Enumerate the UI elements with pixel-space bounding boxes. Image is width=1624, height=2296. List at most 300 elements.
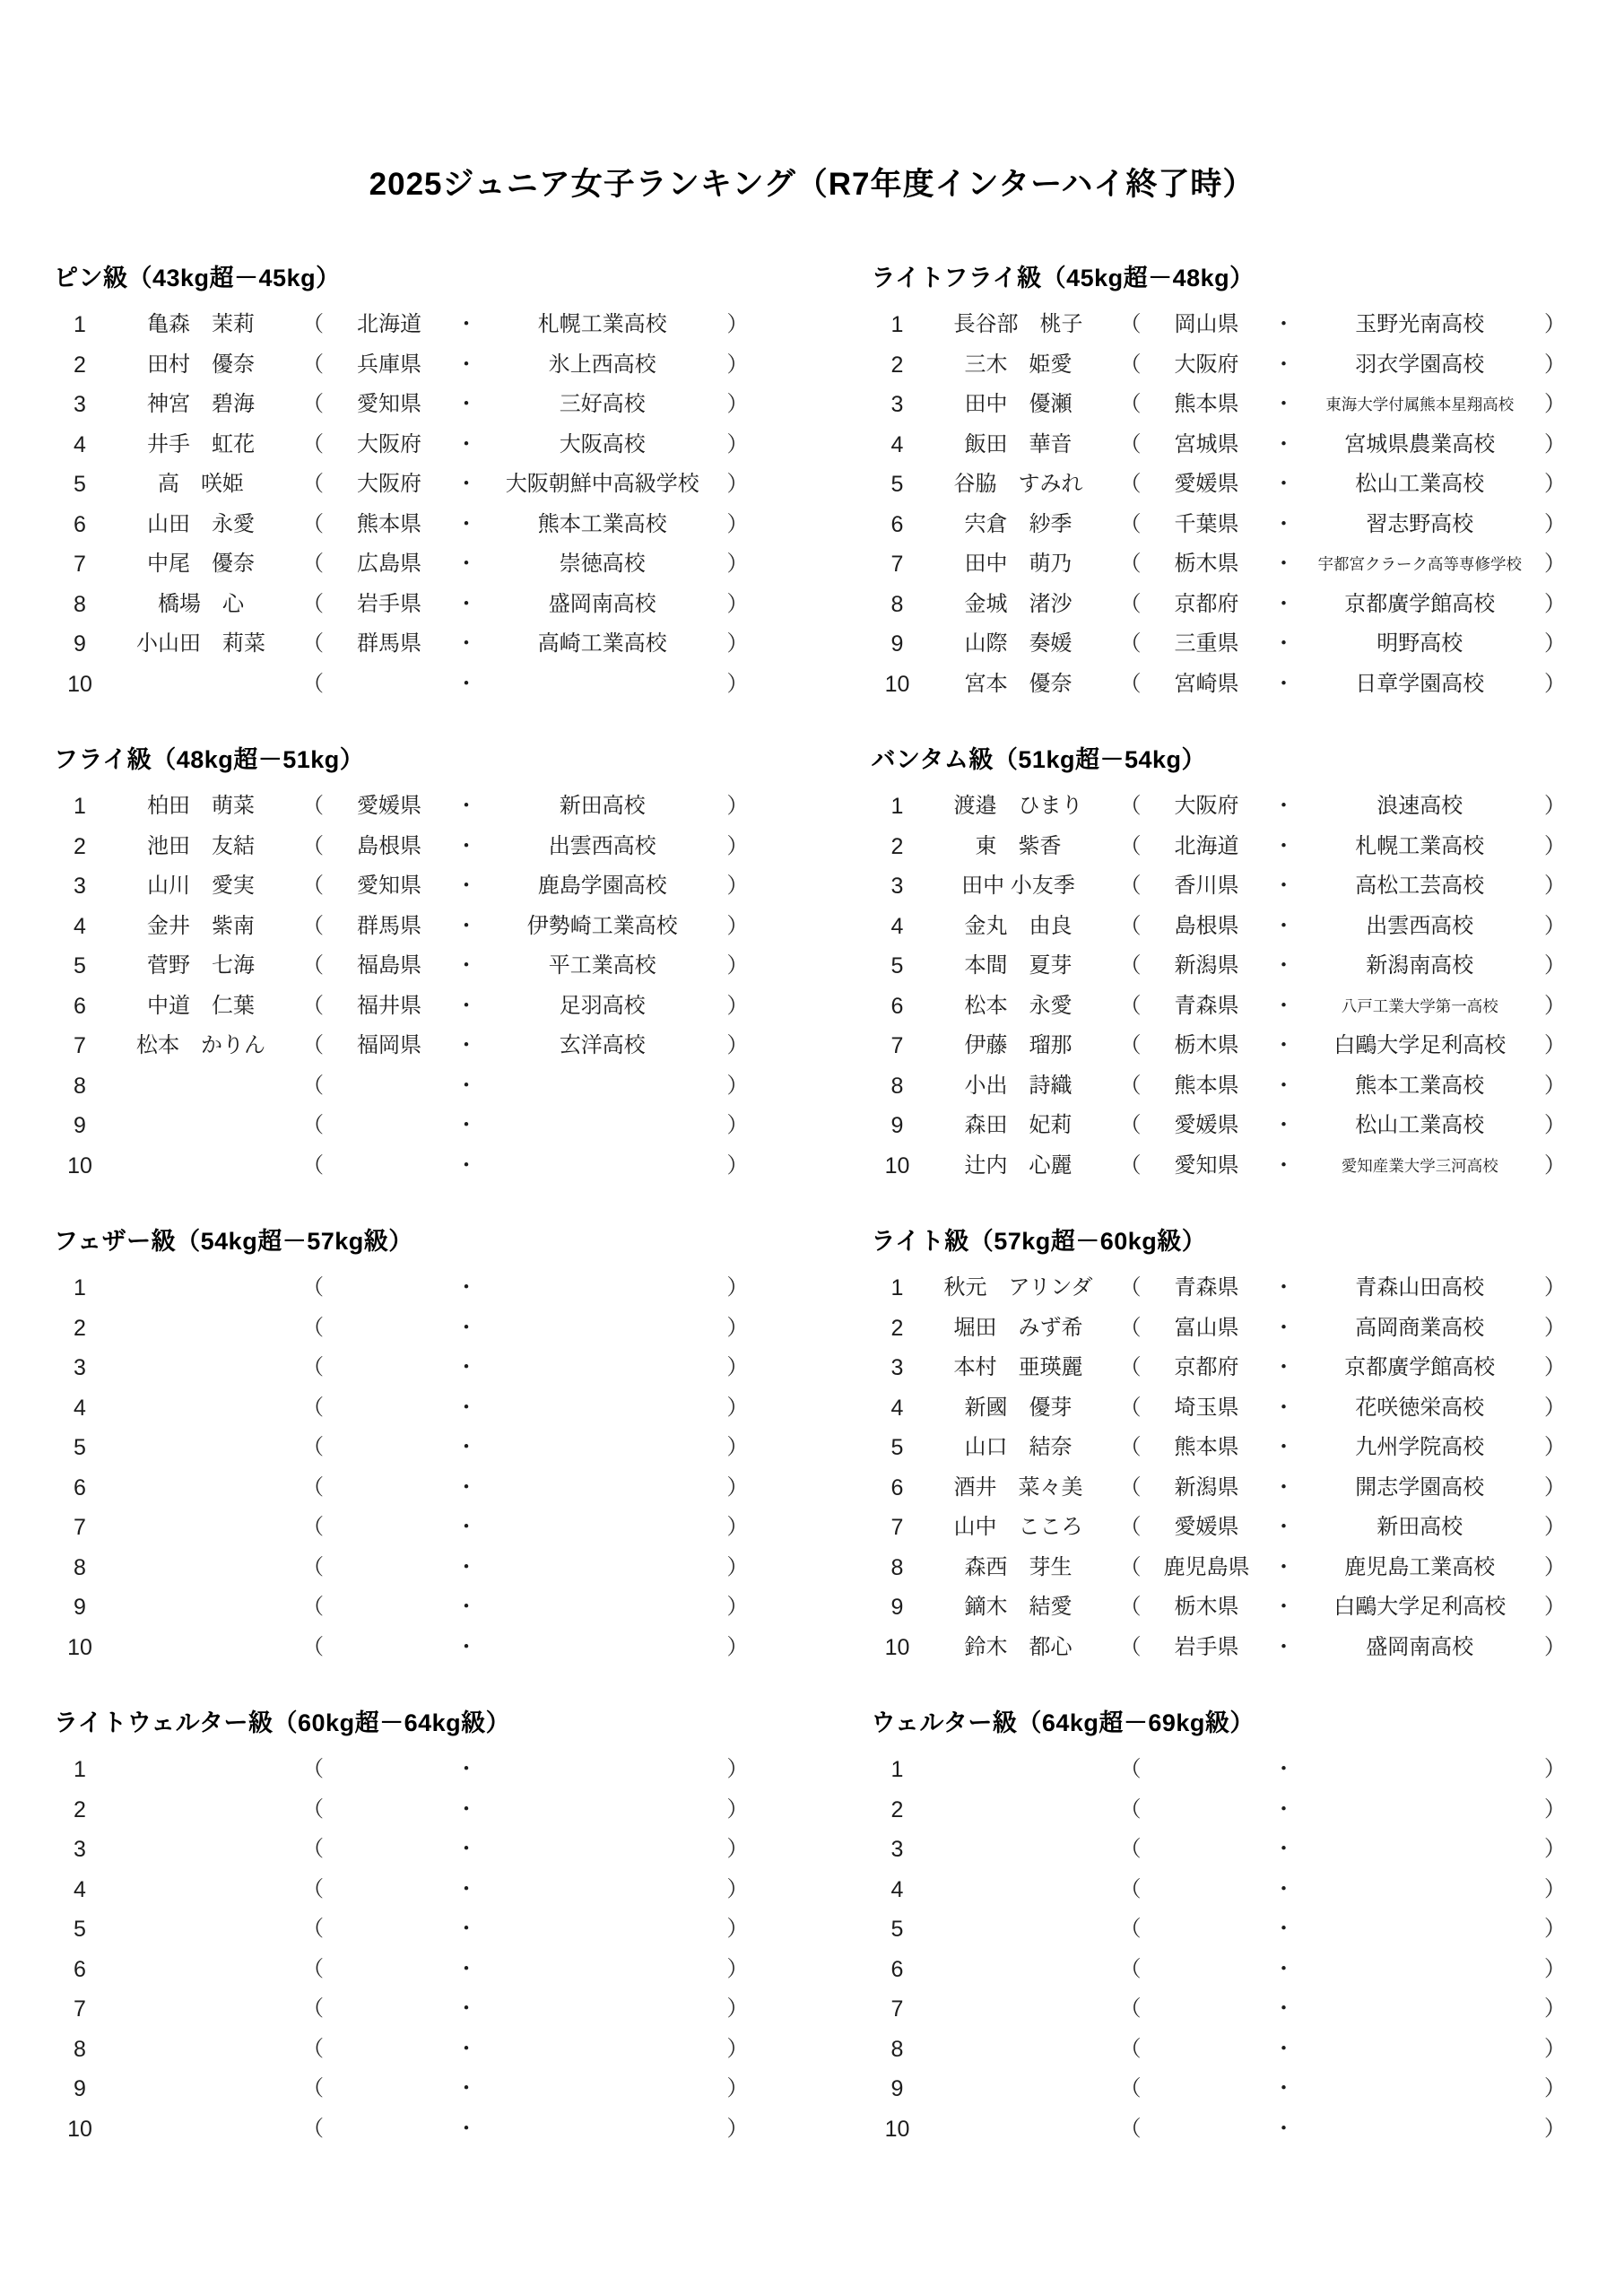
- open-paren: （: [302, 1837, 324, 1861]
- weight-class-grid: [54, 264, 1572, 2149]
- ranking-row: [872, 585, 1573, 625]
- ranking-row: [54, 1268, 755, 1309]
- weight-class-section: [54, 745, 755, 1186]
- ranking-row: [54, 1388, 755, 1429]
- separator-dot: ・: [456, 993, 477, 1018]
- prefecture: 香川県: [1174, 874, 1239, 898]
- prefecture: 大阪府: [357, 472, 421, 496]
- separator-dot: ・: [456, 794, 477, 818]
- close-paren: ）: [726, 1796, 749, 1822]
- ranking-row: [872, 1750, 1573, 1790]
- ranking-rows: [54, 305, 755, 704]
- rank-number: 5: [74, 1435, 86, 1460]
- close-paren: ）: [1544, 2036, 1566, 2061]
- athlete-name: 長谷部 桃子: [953, 312, 1083, 336]
- separator-dot: ・: [456, 1113, 477, 1137]
- athlete-name: 菅野 七海: [147, 953, 255, 978]
- athlete-name: 宍倉 紗季: [964, 511, 1073, 536]
- school-name: 平工業高校: [548, 953, 656, 978]
- athlete-name: 神宮 碧海: [147, 392, 255, 416]
- ranking-row: [872, 505, 1573, 545]
- school-name: 明野高校: [1376, 631, 1463, 656]
- open-paren: （: [302, 431, 324, 457]
- open-paren: （: [302, 352, 324, 377]
- athlete-name: 田中 小友季: [961, 874, 1075, 898]
- close-paren: ）: [1544, 913, 1566, 938]
- athlete-name: 堀田 みず希: [953, 1315, 1083, 1340]
- close-paren: ）: [1544, 671, 1566, 696]
- close-paren: ）: [1544, 1474, 1566, 1500]
- athlete-name: 小山田 莉菜: [136, 631, 265, 656]
- open-paren: （: [302, 1956, 324, 1981]
- ranking-row: [872, 1268, 1573, 1309]
- rank-number: 6: [890, 1474, 904, 1500]
- open-paren: （: [1119, 1474, 1142, 1500]
- rank-number: 6: [890, 1956, 904, 1982]
- rank-number: 6: [74, 1956, 86, 1982]
- rank-number: 4: [890, 431, 904, 457]
- rank-number: 3: [74, 1355, 86, 1380]
- open-paren: （: [302, 392, 324, 416]
- rank-number: 2: [890, 1315, 904, 1341]
- rank-number: 8: [890, 1073, 904, 1099]
- rank-number: 2: [74, 1315, 86, 1341]
- open-paren: （: [1119, 511, 1142, 536]
- school-name: 大阪高校: [559, 431, 646, 457]
- close-paren: ）: [1544, 1796, 1566, 1822]
- prefecture: 宮崎県: [1174, 671, 1239, 696]
- rank-number: 10: [67, 2116, 92, 2142]
- athlete-name: 高 咲姫: [158, 472, 244, 496]
- ranking-row: [54, 1587, 755, 1628]
- athlete-name: 秋元 アリンダ: [943, 1275, 1093, 1300]
- separator-dot: ・: [456, 953, 477, 978]
- prefecture: 大阪府: [1174, 794, 1239, 818]
- separator-dot: ・: [456, 2036, 477, 2061]
- school-name: 札幌工業高校: [1355, 833, 1485, 858]
- close-paren: ）: [1544, 1435, 1566, 1459]
- rank-number: 8: [74, 591, 86, 617]
- prefecture: 北海道: [357, 312, 421, 336]
- close-paren: ）: [726, 1634, 749, 1659]
- separator-dot: ・: [1272, 1595, 1295, 1619]
- separator-dot: ・: [1272, 1073, 1295, 1098]
- athlete-name: 宮本 優奈: [964, 671, 1073, 696]
- open-paren: （: [302, 1435, 324, 1459]
- school-name: 高松工芸高校: [1355, 874, 1485, 898]
- open-paren: （: [302, 1634, 324, 1659]
- separator-dot: ・: [1272, 671, 1295, 696]
- ranking-row: [54, 465, 755, 505]
- ranking-row: [872, 624, 1573, 665]
- prefecture: 岩手県: [1174, 1634, 1239, 1659]
- school-name: 三好高校: [559, 392, 646, 416]
- ranking-row: [872, 1388, 1573, 1429]
- close-paren: ）: [1544, 1515, 1566, 1539]
- school-name: 白鷗大学足利高校: [1333, 1595, 1507, 1619]
- school-name: 玄洋高校: [559, 1033, 646, 1057]
- prefecture: 岡山県: [1174, 312, 1239, 336]
- open-paren: （: [1119, 1113, 1142, 1137]
- open-paren: （: [302, 1355, 324, 1379]
- prefecture: 青森県: [1174, 1275, 1239, 1300]
- ranking-row: [54, 2030, 755, 2070]
- ranking-row: [54, 624, 755, 665]
- rank-number: 8: [890, 591, 904, 617]
- separator-dot: ・: [456, 671, 477, 696]
- close-paren: ）: [1544, 591, 1566, 616]
- separator-dot: ・: [456, 591, 477, 616]
- open-paren: （: [1119, 671, 1142, 696]
- separator-dot: ・: [456, 1956, 477, 1981]
- close-paren: ）: [726, 2076, 749, 2100]
- separator-dot: ・: [1272, 1033, 1295, 1057]
- athlete-name: 井手 虹花: [147, 431, 255, 457]
- prefecture: 熊本県: [1174, 392, 1239, 416]
- athlete-name: 亀森 茉莉: [147, 312, 255, 336]
- separator-dot: ・: [1272, 631, 1295, 656]
- separator-dot: ・: [456, 1757, 477, 1781]
- ranking-row: [872, 1628, 1573, 1668]
- separator-dot: ・: [456, 1435, 477, 1459]
- open-paren: （: [302, 993, 324, 1018]
- close-paren: ）: [1544, 352, 1566, 377]
- open-paren: （: [1119, 794, 1142, 818]
- separator-dot: ・: [1272, 472, 1295, 496]
- prefecture: 広島県: [357, 552, 421, 576]
- open-paren: （: [302, 794, 324, 818]
- open-paren: （: [302, 591, 324, 616]
- close-paren: ）: [1544, 1033, 1566, 1057]
- weight-class-heading: フェザー級（54kg超－57kg級）: [54, 1228, 413, 1255]
- ranking-row: [872, 2109, 1573, 2150]
- school-name: 青森山田高校: [1355, 1275, 1485, 1300]
- open-paren: （: [302, 552, 324, 576]
- prefecture: 鹿児島県: [1163, 1554, 1250, 1579]
- close-paren: ）: [1544, 552, 1566, 576]
- school-name: 高崎工業高校: [537, 631, 667, 656]
- rank-number: 3: [74, 1837, 86, 1862]
- ranking-row: [54, 827, 755, 867]
- separator-dot: ・: [456, 511, 477, 536]
- separator-dot: ・: [1272, 1435, 1295, 1459]
- prefecture: 千葉県: [1174, 511, 1239, 536]
- school-name: 東海大学付属熊本星翔高校: [1325, 396, 1515, 413]
- rank-number: 4: [74, 1876, 86, 1902]
- ranking-row: [872, 1989, 1573, 2030]
- school-name: 松山工業高校: [1355, 1113, 1485, 1137]
- ranking-row: [54, 1909, 755, 1950]
- school-name: 白鷗大学足利高校: [1333, 1033, 1507, 1057]
- open-paren: （: [302, 1876, 324, 1901]
- open-paren: （: [1119, 833, 1142, 858]
- ranking-row: [54, 665, 755, 705]
- separator-dot: ・: [456, 631, 477, 656]
- rank-number: 1: [74, 794, 86, 819]
- prefecture: 栃木県: [1174, 552, 1239, 576]
- athlete-name: 本間 夏芽: [964, 953, 1073, 978]
- prefecture: 兵庫県: [357, 352, 421, 377]
- ranking-row: [54, 1026, 755, 1066]
- close-paren: ）: [726, 1837, 749, 1861]
- close-paren: ）: [726, 1595, 749, 1619]
- rank-number: 2: [74, 352, 86, 378]
- ranking-row: [872, 946, 1573, 987]
- open-paren: （: [1119, 1796, 1142, 1822]
- close-paren: ）: [726, 2036, 749, 2061]
- ranking-row: [872, 787, 1573, 827]
- athlete-name: 渡邉 ひまり: [953, 794, 1083, 818]
- open-paren: （: [302, 1073, 324, 1098]
- close-paren: ）: [726, 631, 749, 656]
- ranking-row: [872, 1146, 1573, 1187]
- rank-number: 5: [890, 472, 904, 497]
- athlete-name: 池田 友結: [147, 833, 255, 858]
- school-name: 熊本工業高校: [537, 511, 667, 536]
- open-paren: （: [302, 833, 324, 858]
- athlete-name: 新國 優芽: [964, 1395, 1073, 1420]
- close-paren: ）: [1544, 1634, 1566, 1659]
- separator-dot: ・: [1272, 511, 1295, 536]
- rank-number: 7: [890, 1996, 904, 2022]
- close-paren: ）: [1544, 2116, 1566, 2141]
- prefecture: 埼玉県: [1174, 1395, 1239, 1420]
- separator-dot: ・: [1272, 1634, 1295, 1659]
- separator-dot: ・: [1272, 1876, 1295, 1901]
- open-paren: （: [1119, 431, 1142, 457]
- ranking-row: [54, 1989, 755, 2030]
- open-paren: （: [1119, 1757, 1142, 1781]
- open-paren: （: [1119, 1634, 1142, 1659]
- separator-dot: ・: [1272, 1275, 1295, 1300]
- prefecture: 愛媛県: [1174, 1515, 1239, 1539]
- close-paren: ）: [1544, 2076, 1566, 2100]
- rank-number: 7: [890, 1033, 904, 1058]
- close-paren: ）: [726, 1033, 749, 1057]
- rank-number: 3: [890, 1837, 904, 1862]
- rank-number: 4: [890, 1395, 904, 1421]
- separator-dot: ・: [456, 472, 477, 496]
- ranking-row: [872, 1468, 1573, 1509]
- separator-dot: ・: [1272, 913, 1295, 938]
- close-paren: ）: [1544, 312, 1566, 336]
- close-paren: ）: [726, 352, 749, 377]
- close-paren: ）: [1544, 1757, 1566, 1781]
- separator-dot: ・: [456, 352, 477, 377]
- open-paren: （: [302, 2116, 324, 2141]
- rank-number: 1: [74, 1275, 86, 1300]
- separator-dot: ・: [1272, 2116, 1295, 2141]
- open-paren: （: [1119, 874, 1142, 898]
- prefecture: 北海道: [1174, 833, 1239, 858]
- ranking-row: [54, 425, 755, 465]
- rank-number: 6: [74, 511, 86, 537]
- rank-number: 2: [74, 1796, 86, 1822]
- prefecture: 青森県: [1174, 993, 1239, 1018]
- close-paren: ）: [726, 671, 749, 696]
- open-paren: （: [1119, 2036, 1142, 2061]
- open-paren: （: [302, 1395, 324, 1420]
- ranking-row: [54, 1309, 755, 1349]
- athlete-name: 金井 紫南: [147, 913, 255, 938]
- rank-number: 1: [74, 1757, 86, 1782]
- athlete-name: 松本 永愛: [964, 993, 1073, 1018]
- separator-dot: ・: [1272, 1996, 1295, 2021]
- prefecture: 愛知県: [357, 392, 421, 416]
- weight-class-section: [54, 264, 755, 704]
- open-paren: （: [1119, 552, 1142, 576]
- separator-dot: ・: [456, 1554, 477, 1579]
- ranking-row: [872, 1026, 1573, 1066]
- separator-dot: ・: [1272, 591, 1295, 616]
- rank-number: 10: [67, 1152, 92, 1178]
- ranking-row: [54, 1468, 755, 1509]
- rank-number: 4: [74, 1395, 86, 1421]
- separator-dot: ・: [1272, 1837, 1295, 1861]
- ranking-row: [872, 1309, 1573, 1349]
- rank-number: 8: [890, 1554, 904, 1580]
- weight-class-section: [872, 264, 1573, 704]
- prefecture: 栃木県: [1174, 1595, 1239, 1619]
- prefecture: 熊本県: [1174, 1073, 1239, 1098]
- close-paren: ）: [1544, 392, 1566, 416]
- ranking-row: [872, 1587, 1573, 1628]
- athlete-name: 本村 亜瑛麗: [953, 1355, 1083, 1379]
- ranking-row: [54, 1750, 755, 1790]
- athlete-name: 鏑木 結愛: [964, 1595, 1073, 1619]
- rank-number: 5: [890, 953, 904, 978]
- ranking-row: [54, 1628, 755, 1668]
- school-name: 八戸工業大学第一高校: [1341, 996, 1498, 1015]
- separator-dot: ・: [1272, 1355, 1295, 1379]
- close-paren: ）: [726, 392, 749, 416]
- ranking-row: [54, 1146, 755, 1187]
- close-paren: ）: [1544, 833, 1566, 858]
- rank-number: 6: [890, 511, 904, 537]
- ranking-row: [872, 827, 1573, 867]
- separator-dot: ・: [456, 1395, 477, 1420]
- rank-number: 9: [74, 1113, 86, 1138]
- separator-dot: ・: [1272, 1315, 1295, 1340]
- weight-class-heading: ライトウェルター級（60kg超－64kg級）: [54, 1709, 511, 1736]
- rank-number: 4: [890, 913, 904, 939]
- open-paren: （: [1119, 1315, 1142, 1340]
- athlete-name: 森田 妃莉: [964, 1113, 1073, 1137]
- open-paren: （: [1119, 392, 1142, 416]
- open-paren: （: [302, 1113, 324, 1137]
- ranking-row: [872, 1106, 1573, 1146]
- ranking-row: [872, 907, 1573, 947]
- rank-number: 5: [890, 1917, 904, 1942]
- athlete-name: 松本 かりん: [136, 1033, 265, 1057]
- separator-dot: ・: [1272, 1956, 1295, 1981]
- close-paren: ）: [726, 1355, 749, 1379]
- close-paren: ）: [1544, 953, 1566, 978]
- open-paren: （: [302, 1917, 324, 1941]
- separator-dot: ・: [456, 1837, 477, 1861]
- open-paren: （: [1119, 352, 1142, 377]
- close-paren: ）: [1544, 1917, 1566, 1941]
- prefecture: 栃木県: [1174, 1033, 1239, 1057]
- school-name: 札幌工業高校: [537, 312, 667, 336]
- open-paren: （: [1119, 1996, 1142, 2021]
- athlete-name: 小出 詩織: [964, 1073, 1073, 1098]
- close-paren: ）: [1544, 511, 1566, 536]
- athlete-name: 中道 仁葉: [147, 993, 255, 1018]
- school-name: 足羽高校: [559, 993, 646, 1018]
- close-paren: ）: [726, 1996, 749, 2021]
- close-paren: ）: [1544, 1073, 1566, 1098]
- rank-number: 7: [74, 1996, 86, 2022]
- athlete-name: 山中 こころ: [953, 1515, 1083, 1539]
- school-name: 習志野高校: [1366, 511, 1474, 536]
- athlete-name: 中尾 優奈: [147, 552, 255, 576]
- ranking-row: [872, 1548, 1573, 1588]
- close-paren: ）: [726, 1917, 749, 1941]
- school-name: 新田高校: [1376, 1515, 1463, 1539]
- separator-dot: ・: [1272, 352, 1295, 377]
- ranking-row: [54, 1428, 755, 1468]
- close-paren: ）: [726, 913, 749, 938]
- prefecture: 三重県: [1174, 631, 1239, 656]
- school-name: 氷上西高校: [548, 352, 656, 377]
- ranking-rows: [54, 1268, 755, 1667]
- close-paren: ）: [726, 1515, 749, 1539]
- athlete-name: 金丸 由良: [964, 913, 1073, 938]
- close-paren: ）: [726, 1435, 749, 1459]
- close-paren: ）: [1544, 1315, 1566, 1340]
- separator-dot: ・: [456, 833, 477, 858]
- ranking-row: [54, 544, 755, 585]
- open-paren: （: [1119, 1435, 1142, 1459]
- prefecture: 宮城県: [1174, 431, 1239, 457]
- ranking-row: [872, 305, 1573, 345]
- prefecture: 愛知県: [357, 874, 421, 898]
- separator-dot: ・: [1272, 1152, 1295, 1178]
- weight-class-section: [54, 1227, 755, 1667]
- ranking-row: [872, 1428, 1573, 1468]
- open-paren: （: [1119, 1355, 1142, 1379]
- close-paren: ）: [726, 794, 749, 818]
- ranking-row: [54, 907, 755, 947]
- separator-dot: ・: [1272, 1554, 1295, 1579]
- close-paren: ）: [1544, 1113, 1566, 1137]
- separator-dot: ・: [456, 874, 477, 898]
- ranking-rows: [872, 787, 1573, 1186]
- school-name: 花咲徳栄高校: [1355, 1395, 1485, 1420]
- separator-dot: ・: [456, 1634, 477, 1659]
- separator-dot: ・: [1272, 431, 1295, 457]
- rank-number: 1: [890, 1275, 904, 1300]
- close-paren: ）: [726, 1956, 749, 1981]
- separator-dot: ・: [456, 1917, 477, 1941]
- close-paren: ）: [1544, 1595, 1566, 1619]
- rank-number: 7: [74, 1515, 86, 1540]
- separator-dot: ・: [456, 1996, 477, 2021]
- close-paren: ）: [1544, 631, 1566, 656]
- open-paren: （: [302, 2076, 324, 2100]
- rank-number: 2: [890, 833, 904, 859]
- ranking-row: [872, 1909, 1573, 1950]
- close-paren: ）: [1544, 1355, 1566, 1379]
- close-paren: ）: [1544, 1275, 1566, 1300]
- rank-number: 1: [74, 312, 86, 337]
- weight-class-section: [872, 1709, 1573, 2149]
- ranking-row: [872, 1790, 1573, 1831]
- open-paren: （: [1119, 312, 1142, 336]
- athlete-name: 三木 姫愛: [964, 352, 1073, 377]
- prefecture: 群馬県: [357, 913, 421, 938]
